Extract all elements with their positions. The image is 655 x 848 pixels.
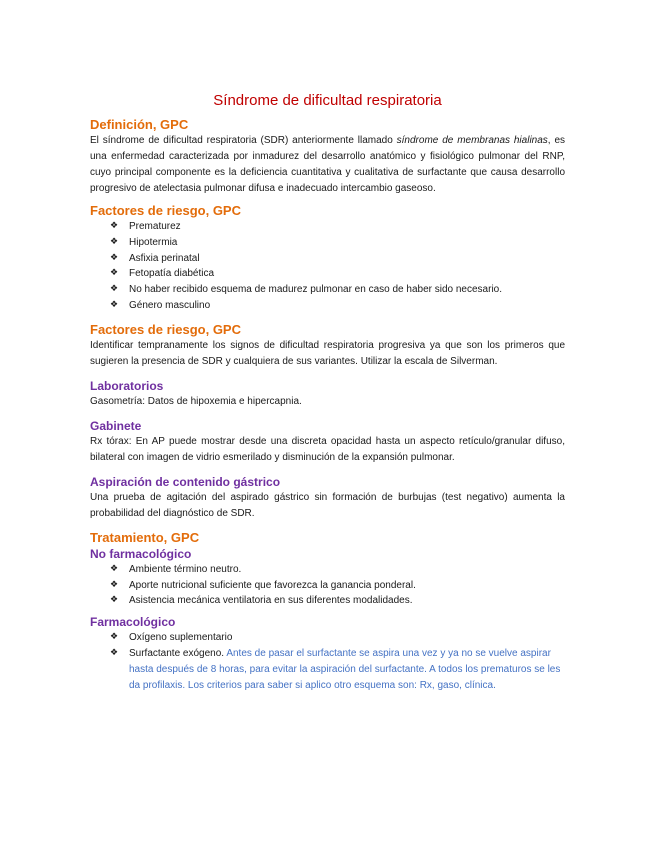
list-item: ❖ Asfixia perinatal xyxy=(110,251,565,267)
heading-no-farmacologico: No farmacológico xyxy=(90,546,192,561)
diamond-bullet-icon: ❖ xyxy=(110,268,119,279)
heading-laboratorios: Laboratorios xyxy=(90,378,164,393)
diamond-bullet-icon: ❖ xyxy=(110,632,119,643)
heading-tratamiento: Tratamiento, GPC xyxy=(90,529,200,545)
heading-factores-riesgo-2: Factores de riesgo, GPC xyxy=(90,321,241,337)
list-item: ❖ Oxígeno suplementario xyxy=(110,630,565,646)
list-item: ❖ Aporte nutricional suficiente que favorezca la ganancia ponderal. xyxy=(110,578,565,594)
definicion-text-1: El síndrome de dificultad respiratoria (SDR) anteriormente llamado xyxy=(90,135,397,146)
heading-definicion: Definición, GPC xyxy=(90,117,189,132)
list-item: ❖ Ambiente término neutro. xyxy=(110,562,565,578)
farmacologico-list xyxy=(90,630,565,693)
list-item: ❖ Hipotermia xyxy=(110,235,565,251)
list-item: ❖ No haber recibido esquema de madurez pulmonar en caso de haber sido necesario. xyxy=(110,282,565,298)
diamond-bullet-icon: ❖ xyxy=(110,252,119,263)
surfactante-note: Antes de pasar el surfactante se aspira una vez y ya no se vuelve aspirar hasta después de 8 horas, para evitar la aspiración del surfactante. A todos los prematuros se les da profilaxis. Los criterios para saber si aplico otro esquema son: Rx, gaso, clínica. xyxy=(129,647,561,691)
page-title: Síndrome de dificultad respiratoria xyxy=(213,92,442,109)
aspiracion-paragraph: Una prueba de agitación del aspirado gástrico sin formación de burbujas (test negativo) aumenta la probabilidad del diagnóstico de SDR. xyxy=(90,491,565,519)
no-farmacologico-list xyxy=(90,562,565,609)
factores-list xyxy=(90,219,565,314)
diamond-bullet-icon: ❖ xyxy=(110,579,119,590)
definicion-paragraph xyxy=(90,133,565,197)
list-item: ❖ Género masculino xyxy=(110,298,565,314)
definicion-text-2: , es una enfermedad caracterizada por inmadurez del desarrollo anatómico y fisiológico pulmonar del RNP, cuyo principal componente es la deficiencia cuantitativa y cualitativa de surfactante que causa desarrollo progresivo de atelectasia pulmonar difusa e inadecuado intercambio gaseoso. xyxy=(90,135,566,194)
diamond-bullet-icon: ❖ xyxy=(110,299,119,310)
heading-gabinete: Gabinete xyxy=(90,418,142,433)
list-item: ❖ Fetopatía diabética xyxy=(110,266,565,282)
document-content xyxy=(90,92,565,693)
list-item: ❖ Prematurez xyxy=(110,219,565,235)
heading-farmacologico: Farmacológico xyxy=(90,615,176,630)
definicion-text-italic: síndrome de membranas hialinas xyxy=(396,135,548,146)
factores-2-paragraph: Identificar tempranamente los signos de dificultad respiratoria progresiva ya que son los primeros que sugieren la presencia de SDR y cualquiera de sus variantes. Utilizar la escala de Silverman. xyxy=(90,339,565,367)
diamond-bullet-icon: ❖ xyxy=(110,284,119,295)
list-item xyxy=(110,646,565,693)
diamond-bullet-icon: ❖ xyxy=(110,563,119,574)
diamond-bullet-icon: ❖ xyxy=(110,221,119,231)
heading-factores-riesgo: Factores de riesgo, GPC xyxy=(90,203,241,218)
laboratorios-paragraph: Gasometría: Datos de hipoxemia e hipercapnia. xyxy=(90,395,302,407)
list-item: ❖ Asistencia mecánica ventilatoria en sus diferentes modalidades. xyxy=(110,593,565,609)
surfactante-label: Surfactante exógeno. xyxy=(129,647,225,659)
diamond-bullet-icon: ❖ xyxy=(110,647,119,658)
gabinete-paragraph: Rx tórax: En AP puede mostrar desde una discreta opacidad hasta un aspecto retículo/granular difuso, bilateral con imagen de vidrio esmerilado y disminución de la expansión pulmonar. xyxy=(90,435,565,463)
diamond-bullet-icon: ❖ xyxy=(110,595,119,606)
diamond-bullet-icon: ❖ xyxy=(110,236,119,247)
heading-aspiracion: Aspiración de contenido gástrico xyxy=(90,474,281,489)
